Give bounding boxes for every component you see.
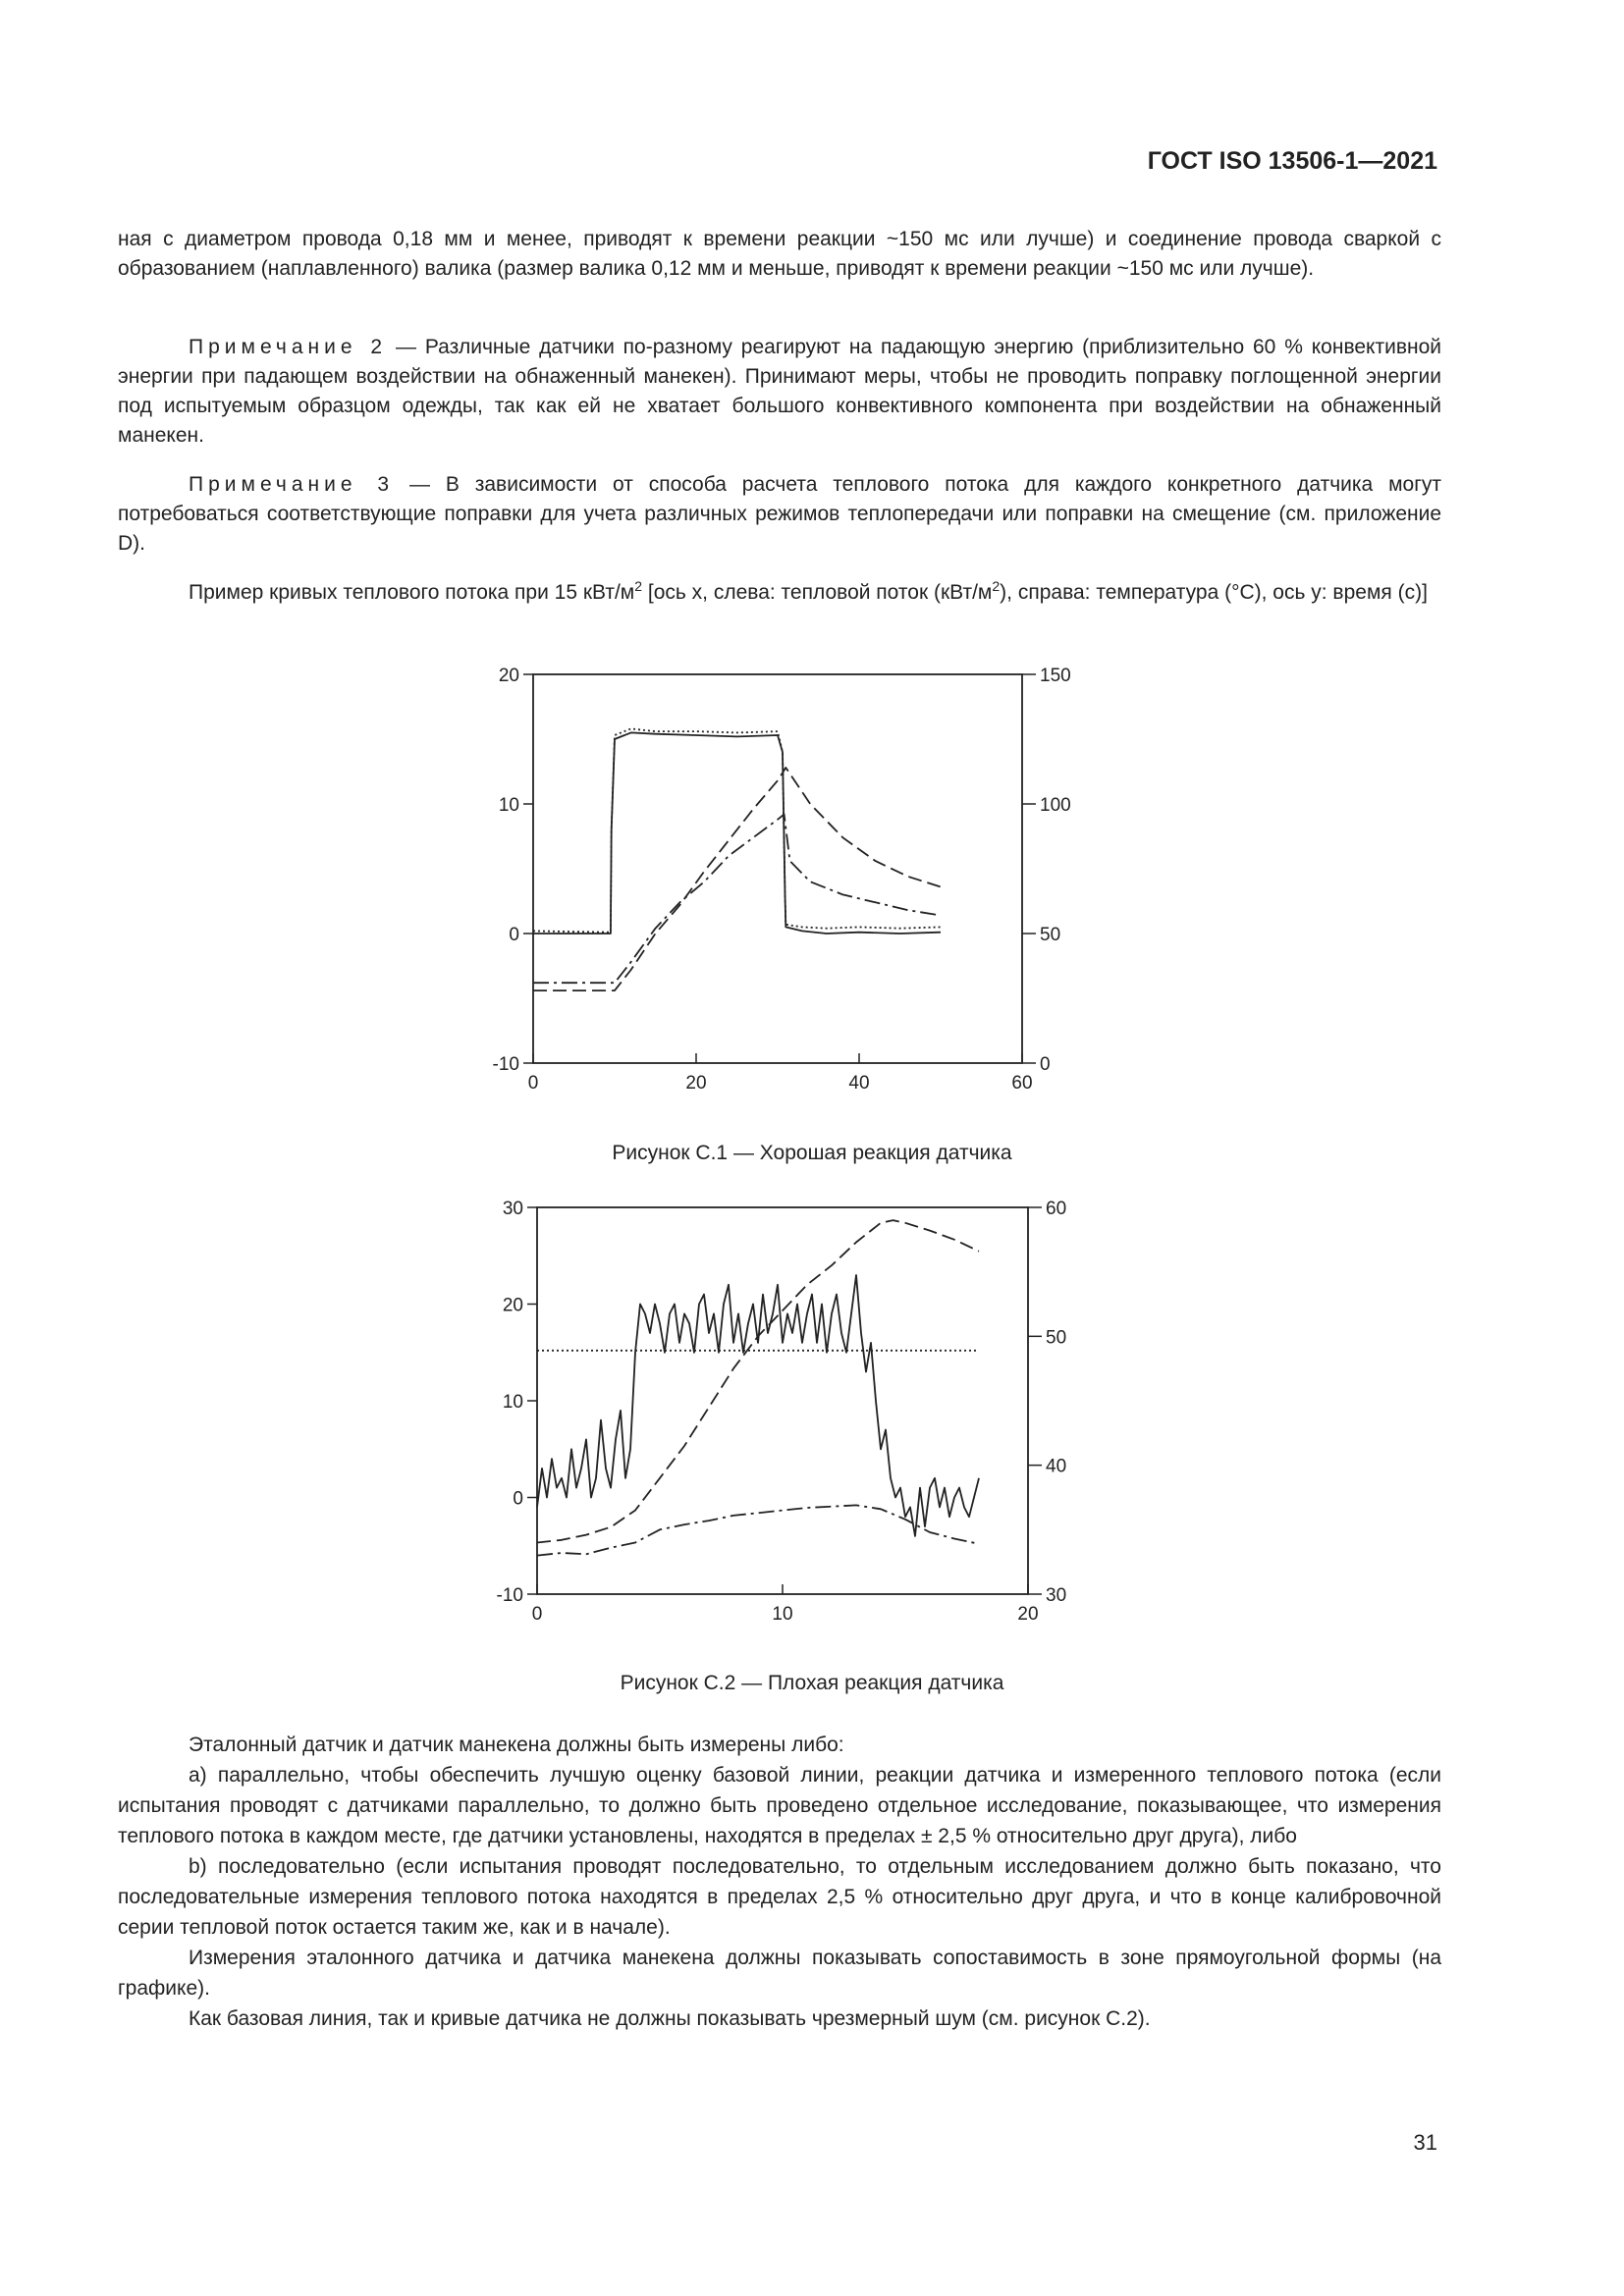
y-right-tick-label: 60 (1046, 1199, 1067, 1219)
figure-c2-caption: Рисунок С.2 — Плохая реакция датчика (620, 1672, 1004, 1694)
paragraph-continuation (118, 225, 1441, 284)
y-left-tick-label: 10 (498, 795, 519, 816)
y-left-tick-label: 0 (509, 925, 519, 945)
series-line-dashed (533, 768, 941, 990)
note-2-text: — Различные датчики по-разному реагируют на падающую энергию (приблизительно 60 % конвективной энергии при падающем воздействии на обнаженный манекен). Принимают меры, чтобы не проводить поправку поглощенной энергии под испытуемым образцом одежды, так как ей не хватает большого конвективного компонента при воздействии на обнаженный манекен. (118, 336, 1441, 447)
note-2-label: Примечание 2 (189, 336, 388, 358)
y-right-tick-label: 100 (1040, 795, 1071, 816)
figure-c1-chart (0, 648, 1624, 1109)
y-left-tick-label: 30 (502, 1199, 523, 1219)
paragraph-text: Как базовая линия, так и кривые датчика не должны показывать чрезмерный шум (см. рисунок С.2). (189, 2007, 1151, 2030)
list-item-a: а) параллельно, чтобы обеспечить лучшую оценку базовой линии, реакции датчика и измеренного теплового потока (если испытания проводят с датчиками параллельно, то должно быть проведено отдельное исследование, показывающее, что измерения теплового потока в каждом месте, где датчики установлены, находятся в пределах ± 2,5 % относительно друг друга), либо (118, 1764, 1441, 1847)
plot-frame (537, 1207, 1028, 1594)
paragraph-text: ная с диаметром провода 0,18 мм и менее, приводят к времени реакции ~150 мс или лучше) и соединение провода сваркой с образованием (наплавленного) валика (размер валика 0,12 мм и меньше, приводят к времени реакции ~150 мс или лучше). (118, 228, 1441, 280)
example-caption (118, 578, 1441, 608)
note-3-text: — В зависимости от способа расчета теплового потока для каждого конкретного датчика могут потребоваться соответствующие поправки для учета различных режимов теплопередачи или поправки на смещение (см. приложение D). (118, 473, 1441, 555)
paragraph-text: Измерения эталонного датчика и датчика манекена должны показывать сопоставимость в зоне прямоугольной формы (на графике). (118, 1947, 1441, 2000)
series-line-dashed (537, 1220, 979, 1542)
series-line-solid (537, 1275, 979, 1536)
y-right-tick-label: 0 (1040, 1054, 1051, 1075)
note-2 (118, 333, 1441, 451)
figure-c2-chart (0, 1188, 1624, 1639)
x-tick-label: 0 (531, 1604, 543, 1625)
y-right-tick-label: 30 (1046, 1585, 1067, 1606)
x-tick-label: 10 (772, 1604, 793, 1625)
y-left-tick-label: 20 (502, 1295, 523, 1316)
y-right-tick-label: 40 (1046, 1456, 1067, 1477)
y-left-tick-label: 10 (502, 1392, 523, 1413)
paragraph-text: Эталонный датчик и датчик манекена должны быть измерены либо: (189, 1734, 844, 1756)
example-sup-1: 2 (634, 578, 643, 594)
y-left-tick-label: 0 (513, 1488, 523, 1510)
y-right-tick-label: 50 (1040, 925, 1061, 945)
x-tick-label: 0 (527, 1073, 539, 1094)
x-tick-label: 20 (685, 1073, 707, 1094)
figure-c1-caption: Рисунок С.1 — Хорошая реакция датчика (612, 1142, 1012, 1164)
page-number: 31 (1413, 2130, 1437, 2155)
y-right-tick-label: 50 (1046, 1327, 1067, 1349)
example-text-a: Пример кривых теплового потока при 15 кВт/м (189, 581, 635, 604)
example-text-c: ), справа: температура (°C), ось y: время (с)] (1000, 581, 1428, 604)
body-text-after (118, 1730, 1441, 2034)
document-header: ГОСТ ISO 13506-1—2021 (1147, 147, 1437, 175)
list-item-b: b) последовательно (если испытания проводят последовательно, то отдельным исследованием должно быть показано, что последовательные измерения теплового потока находятся в пределах 2,5 % относительно друг друга, и что в конце калибровочной серии тепловой поток остается таким же, как и в начале). (118, 1855, 1441, 1939)
y-left-tick-label: 20 (498, 666, 519, 686)
x-tick-label: 20 (1017, 1604, 1039, 1625)
example-text-b: [ось x, слева: тепловой поток (кВт/м (642, 581, 993, 604)
x-tick-label: 60 (1011, 1073, 1033, 1094)
y-left-tick-label: -10 (496, 1585, 523, 1606)
note-3 (118, 470, 1441, 559)
example-sup-2: 2 (992, 578, 1001, 594)
y-left-tick-label: -10 (492, 1054, 519, 1075)
note-3-label: Примечание 3 (189, 473, 395, 496)
series-line-dashdot (533, 815, 941, 984)
x-tick-label: 40 (848, 1073, 870, 1094)
y-right-tick-label: 150 (1040, 666, 1071, 686)
plot-frame (533, 674, 1022, 1063)
